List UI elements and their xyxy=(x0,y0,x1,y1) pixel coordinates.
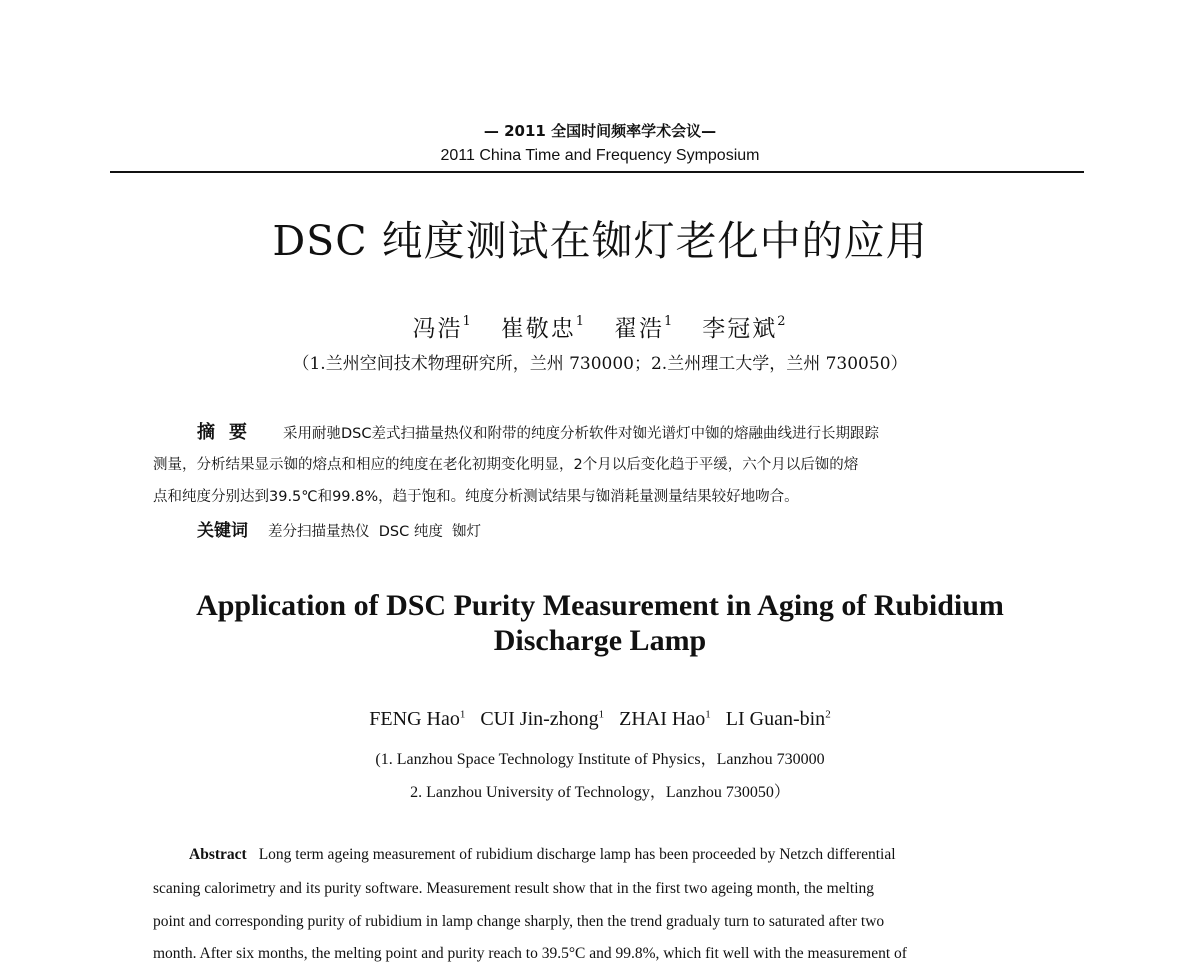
header-rule xyxy=(110,171,1084,173)
conference-header-en: 2011 China Time and Frequency Symposium xyxy=(440,147,760,164)
abstract-en-line: point and corresponding purity of rubidium in lamp change sharply, then the trend gradualy turn to saturated after two xyxy=(153,913,885,930)
keywords-cn: 关键词 差分扫描量热仪 DSC 纯度 铷灯 xyxy=(197,521,482,541)
author-cn: 冯浩$^1$ xyxy=(412,314,473,342)
abstract-cn-line: 点和纯度分别达到39.5℃和99.8%，趋于饱和。纯度分析测试结果与铷消耗量测量结果较好地吻合。 xyxy=(153,489,799,505)
abstract-en-line: Abstract Long term ageing measurement of rubidium discharge lamp has been proceeded by Netzch differential xyxy=(189,846,896,863)
abstract-cn-line: 摘要 采用耐驰DSC差式扫描量热仪和附带的纯度分析软件对铷光谱灯中铷的熔融曲线进行长期跟踪 xyxy=(197,422,879,443)
author-en: CUI Jin-zhong$^1$ xyxy=(480,708,605,730)
conference-header-cn: — 2011 全国时间频率学术会议— xyxy=(483,122,717,140)
title-en: Application of DSC Purity Measurement in Aging of Rubidium Discharge Lamp xyxy=(196,589,1004,657)
affiliation-en-2: 2. Lanzhou University of Technology，Lanzhou 730050） xyxy=(410,784,790,801)
author-en: FENG Hao$^1$ xyxy=(369,708,466,730)
affiliations-cn: （1.兰州空间技术物理研究所，兰州 730000；2.兰州理工大学，兰州 730050） xyxy=(292,354,908,374)
authors-cn xyxy=(0,310,1200,343)
abstract-label-en: Abstract xyxy=(189,846,247,863)
author-en: ZHAI Hao$^1$ xyxy=(619,708,711,730)
abstract-en-line: scaning calorimetry and its purity software. Measurement result show that in the first two ageing month, the melting xyxy=(153,880,875,897)
author-cn: 翟浩$^1$ xyxy=(613,314,675,342)
author-cn: 李冠斌$^2$ xyxy=(702,314,788,342)
abstract-cn-line: 测量，分析结果显示铷的熔点和相应的纯度在老化初期变化明显，2个月以后变化趋于平缓，六个月以后铷的熔 xyxy=(153,457,859,473)
author-cn: 崔敬忠$^1$ xyxy=(500,314,587,342)
abstract-label-cn: 摘要 xyxy=(197,422,261,443)
authors-en xyxy=(0,708,1200,731)
author-en: LI Guan-bin$^2$ xyxy=(725,708,831,730)
abstract-en-line: month. After six months, the melting point and purity reach to 39.5°C and 99.8%, which fit well with the measurement of xyxy=(153,945,907,962)
keywords-label-cn: 关键词 xyxy=(197,521,248,541)
affiliation-en-1: (1. Lanzhou Space Technology Institute of Physics，Lanzhou 730000 xyxy=(375,751,825,768)
title-cn: DSC 纯度测试在铷灯老化中的应用 xyxy=(272,217,928,265)
